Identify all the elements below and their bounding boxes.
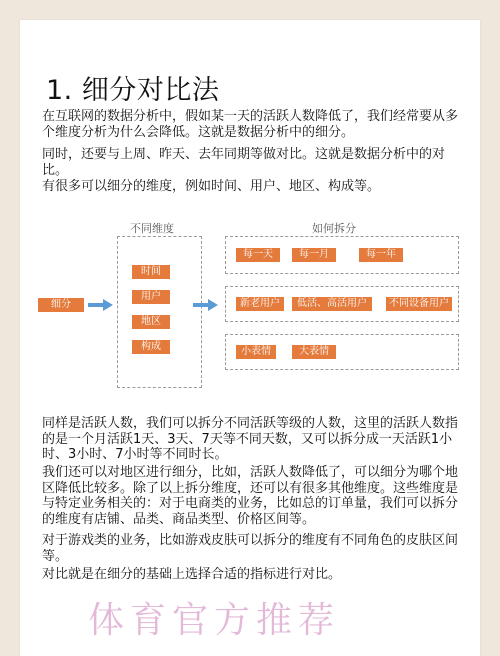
split-tag: 每一年 [359, 248, 403, 262]
right-arrow-icon [193, 299, 219, 311]
body-paragraph-2: 我们还可以对地区进行细分，比如，活跃人数降低了，可以细分为哪个地区降低比较多。除了以上拆分维度，还可以有很多其他维度。这些维度是与特定业务相关的：对于电商类的业务，比如总的订单量，我们可以拆分的维度有店铺、品类、商品类型、价格区间等。 [42, 465, 459, 527]
segmentation-label: 细分 [38, 298, 84, 312]
dimension-time: 时间 [132, 265, 170, 279]
article-card [20, 20, 480, 656]
dimension-composition: 构成 [132, 340, 170, 354]
intro-paragraph-1: 在互联网的数据分析中，假如某一天的活跃人数降低了，我们经常要从多个维度分析为什么会降低。这就是数据分析中的细分。 [42, 109, 459, 140]
right-arrow-icon [88, 299, 114, 311]
split-tag: 大表情 [292, 345, 336, 359]
body-paragraph-4: 对比就是在细分的基础上选择合适的指标进行对比。 [42, 567, 342, 582]
dimensions-box [117, 236, 202, 388]
split-header: 如何拆分 [312, 222, 356, 235]
intro-paragraph-2: 同时，还要与上周、昨天、去年同期等做对比。这就是数据分析中的对比。 [42, 147, 446, 178]
split-tag: 不同设备用户 [386, 297, 452, 311]
split-tag: 小表情 [236, 345, 276, 359]
body-paragraph-3: 对于游戏类的业务，比如游戏皮肤可以拆分的维度有不同角色的皮肤区间等。 [42, 533, 459, 564]
split-tag: 低活、高活用户 [292, 297, 372, 311]
dimension-user: 用户 [132, 290, 170, 304]
body-paragraph-1: 同样是活跃人数，我们可以拆分不同活跃等级的人数，这里的活跃人数指的是一个月活跃1天、3天、7天等不同天数，又可以拆分成一天活跃1小时、3小时、7小时等不同时长。 [42, 416, 459, 463]
dimension-region: 地区 [132, 315, 170, 329]
split-tag: 每一月 [292, 248, 336, 262]
intro-paragraph-3: 有很多可以细分的维度，例如时间、用户、地区、构成等。 [42, 179, 381, 194]
split-tag: 每一天 [236, 248, 280, 262]
watermark: 体育官方推荐 [88, 600, 341, 641]
split-tag: 新老用户 [236, 297, 284, 311]
section-title: 1. 细分对比法 [46, 75, 220, 106]
dimensions-header: 不同维度 [130, 222, 174, 235]
